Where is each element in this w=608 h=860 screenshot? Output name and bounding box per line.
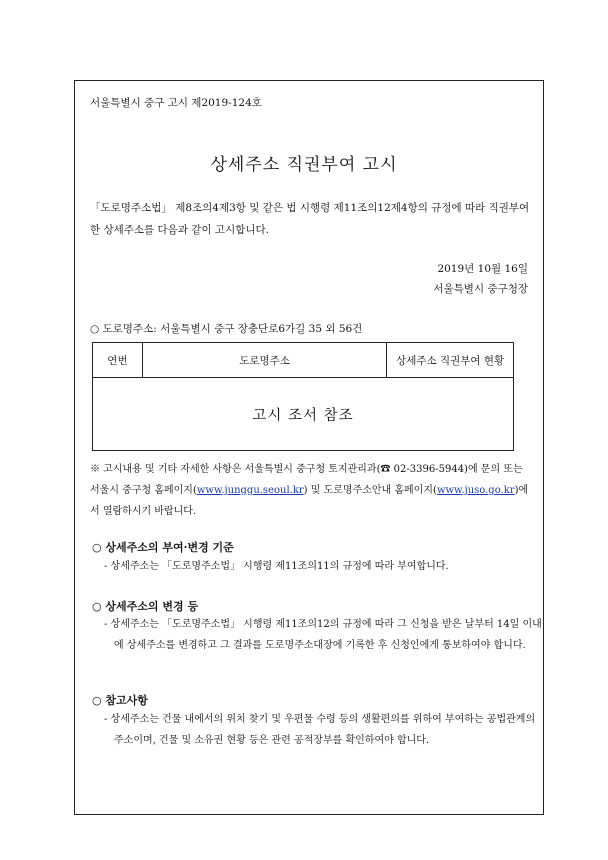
issuing-office: 서울특별시 중구청장 <box>433 283 528 295</box>
contact-note <box>90 459 530 522</box>
notice-number: 서울특별시 중구 고시 제2019-124호 <box>90 97 262 109</box>
section-body-change: - 상세주소는 「도로명주소법」 시행령 제11조의12의 규정에 따라 그 신청을 받은 날부터 14일 이내에 상세주소를 변경하고 그 결과를 도로명주소대장에 기록한 후 신청인에게 통보하여야 합니다. <box>104 619 542 651</box>
table-reference-text: 고시 조서 참조 <box>93 378 514 451</box>
note-suffix: )에서 열람하시기 바랍니다. <box>90 485 529 517</box>
notice-date: 2019년 10월 16일 <box>437 263 528 275</box>
section-body-reference: - 상세주소는 건물 내에서의 위치 찾기 및 우편물 수령 등의 생활편의를 위하여 부여하는 공법관계의 주소이며, 건물 및 소유권 현황 등은 관련 공적장부를 확인하여야 합니다. <box>104 714 536 746</box>
section-body-criteria: - 상세주소는 「도로명주소법」 시행령 제11조의11의 규정에 따라 부여합니다. <box>104 561 449 572</box>
column-header-serial: 연번 <box>93 343 143 378</box>
column-header-detail-status: 상세주소 직권부여 현황 <box>387 343 514 378</box>
note-prefix: ※ 고시내용 및 기타 자세한 사항은 서울특별시 중구청 토지관리과(☎ 02-3396-5944)에 문의 또는 서울시 중구청 홈페이지( <box>90 464 523 496</box>
column-header-road-address: 도로명주소 <box>142 343 386 378</box>
notice-table <box>92 342 514 451</box>
page-title: 상세주소 직권부여 고시 <box>210 155 398 175</box>
junggu-homepage-link[interactable]: www.junggu.seoul.kr <box>196 485 304 496</box>
intro-paragraph: 「도로명주소법」 제8조의4제3항 및 같은 법 시행령 제11조의12제4항의 규정에 따라 직권부여한 상세주소를 다음과 같이 고시합니다. <box>90 202 530 236</box>
table-row <box>93 378 514 451</box>
section-heading-change: ○ 상세주소의 변경 등 <box>92 600 199 613</box>
note-middle: ) 및 도로명주소안내 홈페이지( <box>303 485 437 496</box>
table-header-row <box>93 343 514 378</box>
juso-homepage-link[interactable]: www.juso.go.kr <box>436 485 515 496</box>
section-heading-criteria: ○ 상세주소의 부여·변경 기준 <box>92 541 234 554</box>
section-heading-reference: ○ 참고사항 <box>92 694 148 707</box>
road-address-line: ○ 도로명주소: 서울특별시 중구 장충단로6가길 35 외 56건 <box>90 323 363 335</box>
